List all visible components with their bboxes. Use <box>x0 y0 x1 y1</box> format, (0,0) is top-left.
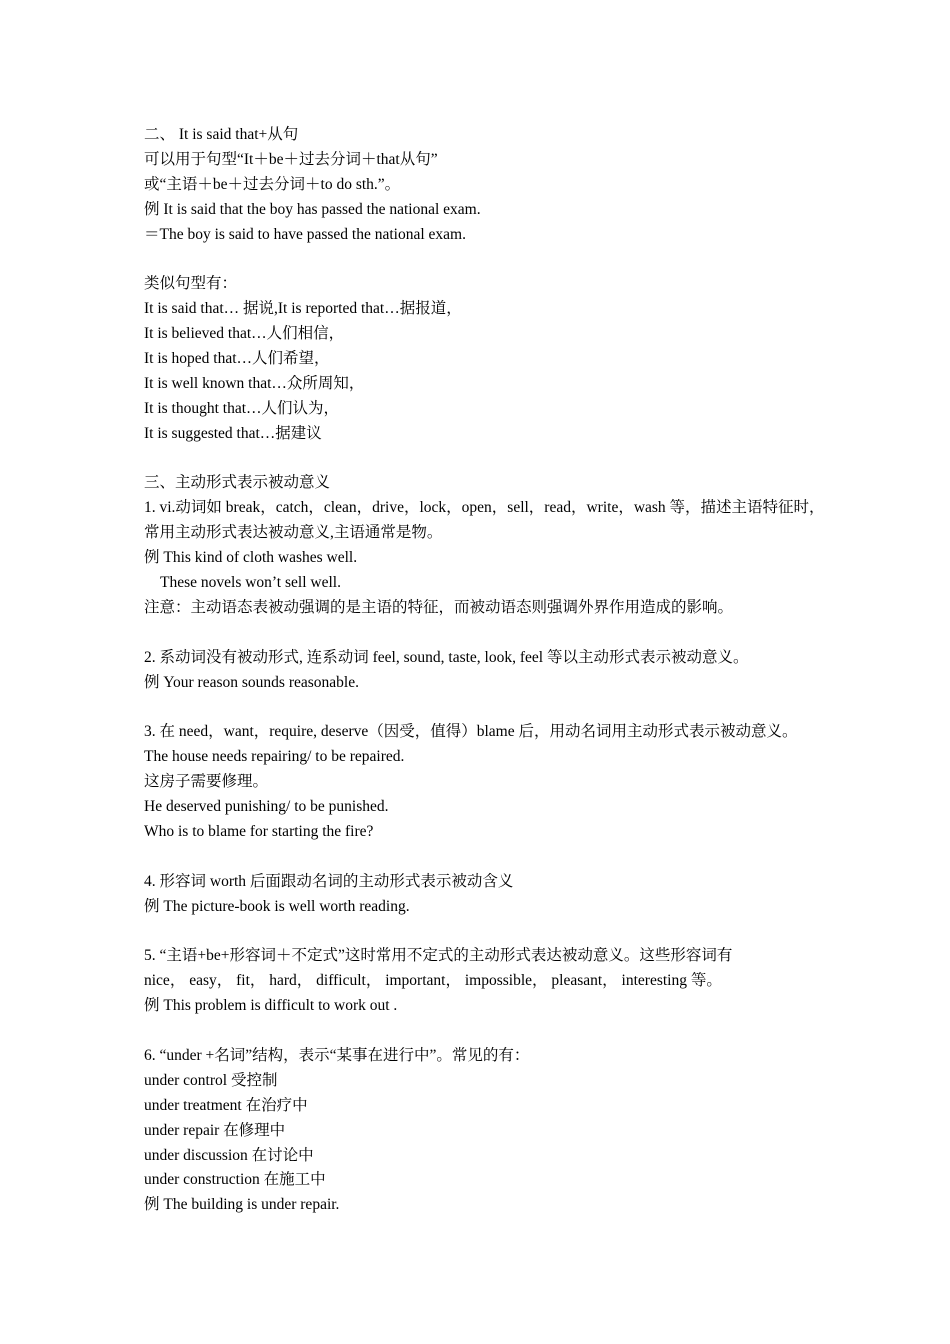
text-line: 常用主动形式表达被动意义,主语通常是物。 <box>144 524 443 542</box>
pattern-line: It is hoped that…人们希望， <box>144 350 330 368</box>
section-3-heading: 三、主动形式表示被动意义 <box>144 474 331 492</box>
text-line: 2. 系动词没有被动形式, 连系动词 feel, sound, taste, look, feel 等以主动形式表示被动意义。 <box>144 648 749 666</box>
phrase-line: under discussion 在讨论中 <box>144 1146 314 1164</box>
paragraph-gap <box>144 920 824 945</box>
pattern-line: It is believed that…人们相信， <box>144 325 345 343</box>
paragraph-gap <box>144 695 824 720</box>
pattern-line: It is suggested that…据建议 <box>144 424 322 442</box>
example-line: 例 Your reason sounds reasonable. <box>144 673 359 691</box>
note-line: 注意：主动语态表被动强调的是主语的特征，而被动语态则强调外界作用造成的影响。 <box>144 598 734 616</box>
example-line: He deserved punishing/ to be punished. <box>144 798 389 816</box>
example-line: These novels won’t sell well. <box>160 574 341 592</box>
phrase-line: under construction 在施工中 <box>144 1171 326 1189</box>
paragraph-gap <box>144 845 824 870</box>
pattern-line: It is thought that…人们认为， <box>144 399 340 417</box>
pattern-line: It is well known that…众所周知， <box>144 374 365 392</box>
example-line: Who is to blame for starting the fire? <box>144 822 374 840</box>
pattern-line: It is said that… 据说,It is reported that…据报道， <box>144 300 462 318</box>
example-line: 例 The picture-book is well worth reading. <box>144 897 410 915</box>
paragraph-gap <box>144 1019 824 1044</box>
document-body <box>144 123 824 1218</box>
text-line: 6. “under +名词”结构，表示“某事在进行中”。常见的有： <box>144 1046 530 1064</box>
example-line: 例 This kind of cloth washes well. <box>144 549 358 567</box>
example-line: 例 The building is under repair. <box>144 1196 340 1214</box>
phrase-line: under control 受控制 <box>144 1071 278 1089</box>
text-line: 5. “主语+be+形容词＋不定式”这时常用不定式的主动形式表达被动意义。这些形容词有 <box>144 947 733 965</box>
phrase-line: under treatment 在治疗中 <box>144 1096 308 1114</box>
text-line: 4. 形容词 worth 后面跟动名词的主动形式表示被动含义 <box>144 872 514 890</box>
example-line: The house needs repairing/ to be repaired. <box>144 748 405 766</box>
text-line: 可以用于句型“It＋be＋过去分词＋that从句” <box>144 150 438 168</box>
example-line: 例 It is said that the boy has passed the national exam. <box>144 200 481 218</box>
text-line: 1. vi.动词如 break，catch，clean，drive，lock，open，sell，read，write，wash 等，描述主语特征时， <box>144 499 825 517</box>
text-line: nice， easy， fit， hard， difficult， important， impossible， pleasant， interesting 等。 <box>144 972 722 990</box>
translation-line: 这房子需要修理。 <box>144 773 269 791</box>
paragraph-gap <box>144 247 824 272</box>
similar-patterns-title: 类似句型有： <box>144 275 238 293</box>
text-line: 3. 在 need，want，require, deserve（因受，值得）blame 后，用动名词用主动形式表示被动意义。 <box>144 723 798 741</box>
example-line: 例 This problem is difficult to work out . <box>144 997 398 1015</box>
phrase-line: under repair 在修理中 <box>144 1121 286 1139</box>
example-line: ＝The boy is said to have passed the national exam. <box>144 225 466 243</box>
paragraph-gap <box>144 621 824 646</box>
section-2-heading: 二、 It is said that+从句 <box>144 126 299 143</box>
paragraph-gap <box>144 447 824 472</box>
text-line: 或“主语＋be＋过去分词＋to do sth.”。 <box>144 175 401 193</box>
